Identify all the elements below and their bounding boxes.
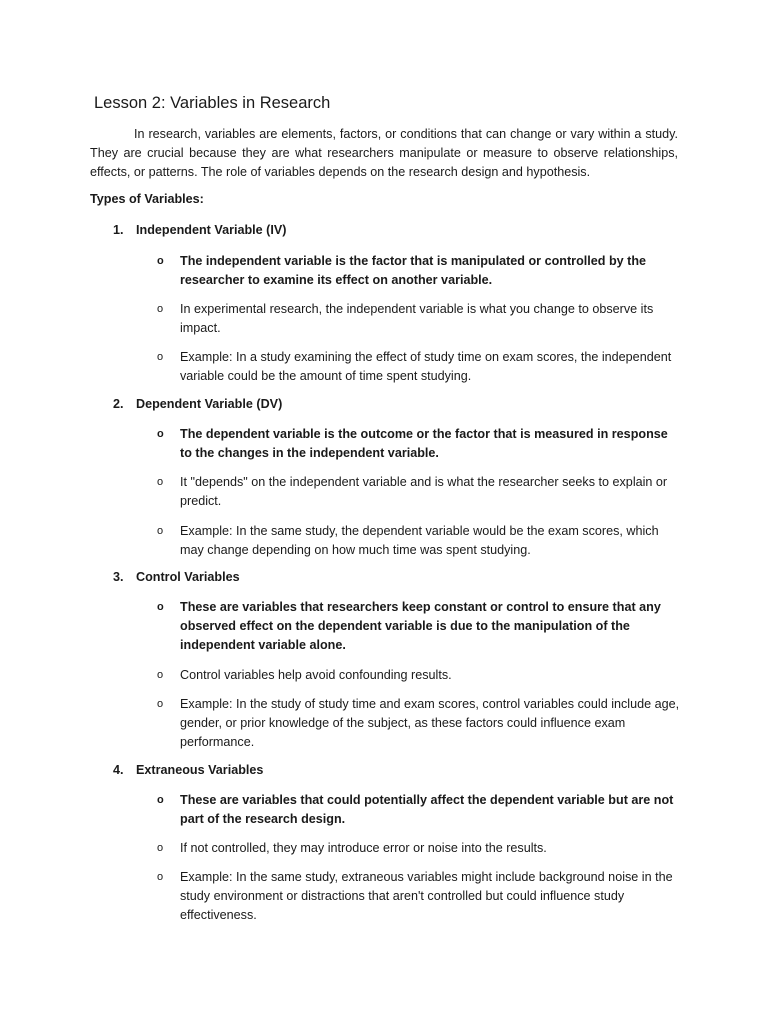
list-item-text: These are variables that could potentially affect the dependent variable but are not part of the research design. [180,793,674,827]
section-number: 3. [113,570,124,584]
list-item-text: Example: In the same study, the dependent variable would be the exam scores, which may change depending on how much time was spent studying. [180,524,659,558]
list-item-text: It "depends" on the independent variable and is what the researcher seeks to explain or predict. [180,475,668,509]
list-item-text: Example: In a study examining the effect of study time on exam scores, the independent variable could be the amount of time spent studying. [180,350,672,384]
list-item [157,348,682,386]
list-item-text: Control variables help avoid confounding results. [180,668,452,682]
types-heading: Types of Variables: [90,192,204,206]
section-title-text: Independent Variable (IV) [136,223,287,237]
list-item [157,868,682,926]
bullet-marker: o [157,871,164,883]
section-title-extraneous-variables [113,763,263,777]
intro-paragraph: In research, variables are elements, factors, or conditions that can change or vary within a study. They are crucial because they are what researchers manipulate or measure to observe relationships, effects, or patterns. The role of variables depends on the research design and hypothesis. [90,127,678,180]
list-item-text: These are variables that researchers keep constant or control to ensure that any observed effect on the dependent variable is due to the manipulation of the independent variable alone. [180,600,661,653]
list-item [157,666,682,685]
bullet-marker: o [157,255,164,267]
list-item-text: The dependent variable is the outcome or the factor that is measured in response to the changes in the independent variable. [180,427,668,461]
section-title-text: Dependent Variable (DV) [136,397,283,411]
list-item-text: The independent variable is the factor that is manipulated or controlled by the researcher to examine its effect on another variable. [180,254,647,288]
bullet-marker: o [157,525,164,537]
list-item [157,425,682,463]
list-item-text: Example: In the same study, extraneous variables might include background noise in the study environment or distractions that aren't controlled but could influence study effectiveness. [180,870,673,923]
section-number: 4. [113,763,124,777]
list-item [157,473,682,511]
section-number: 2. [113,397,124,411]
bullet-marker: o [157,351,164,363]
bullet-marker: o [157,428,164,440]
list-item-text: In experimental research, the independent variable is what you change to observe its impact. [180,302,654,336]
bullet-marker: o [157,669,164,681]
list-item [157,791,682,829]
page-title: Lesson 2: Variables in Research [94,94,331,112]
list-item [157,252,682,290]
section-title-independent-variable [113,223,286,237]
bullet-marker: o [157,601,164,613]
bullet-marker: o [157,842,164,854]
list-item-text: If not controlled, they may introduce error or noise into the results. [180,841,547,855]
list-item [157,300,682,338]
section-title-dependent-variable [113,397,282,411]
list-item [157,839,682,858]
section-title-text: Control Variables [136,570,240,584]
bullet-marker: o [157,698,164,710]
bullet-marker: o [157,303,164,315]
list-item-text: Example: In the study of study time and exam scores, control variables could include age, gender, or prior knowledge of the subject, as these factors could influence exam performance. [180,697,680,750]
section-title-control-variables [113,570,240,584]
bullet-marker: o [157,476,164,488]
section-number: 1. [113,223,124,237]
list-item [157,598,682,656]
bullet-marker: o [157,794,164,806]
list-item [157,695,682,753]
section-title-text: Extraneous Variables [136,763,264,777]
list-item [157,522,682,560]
